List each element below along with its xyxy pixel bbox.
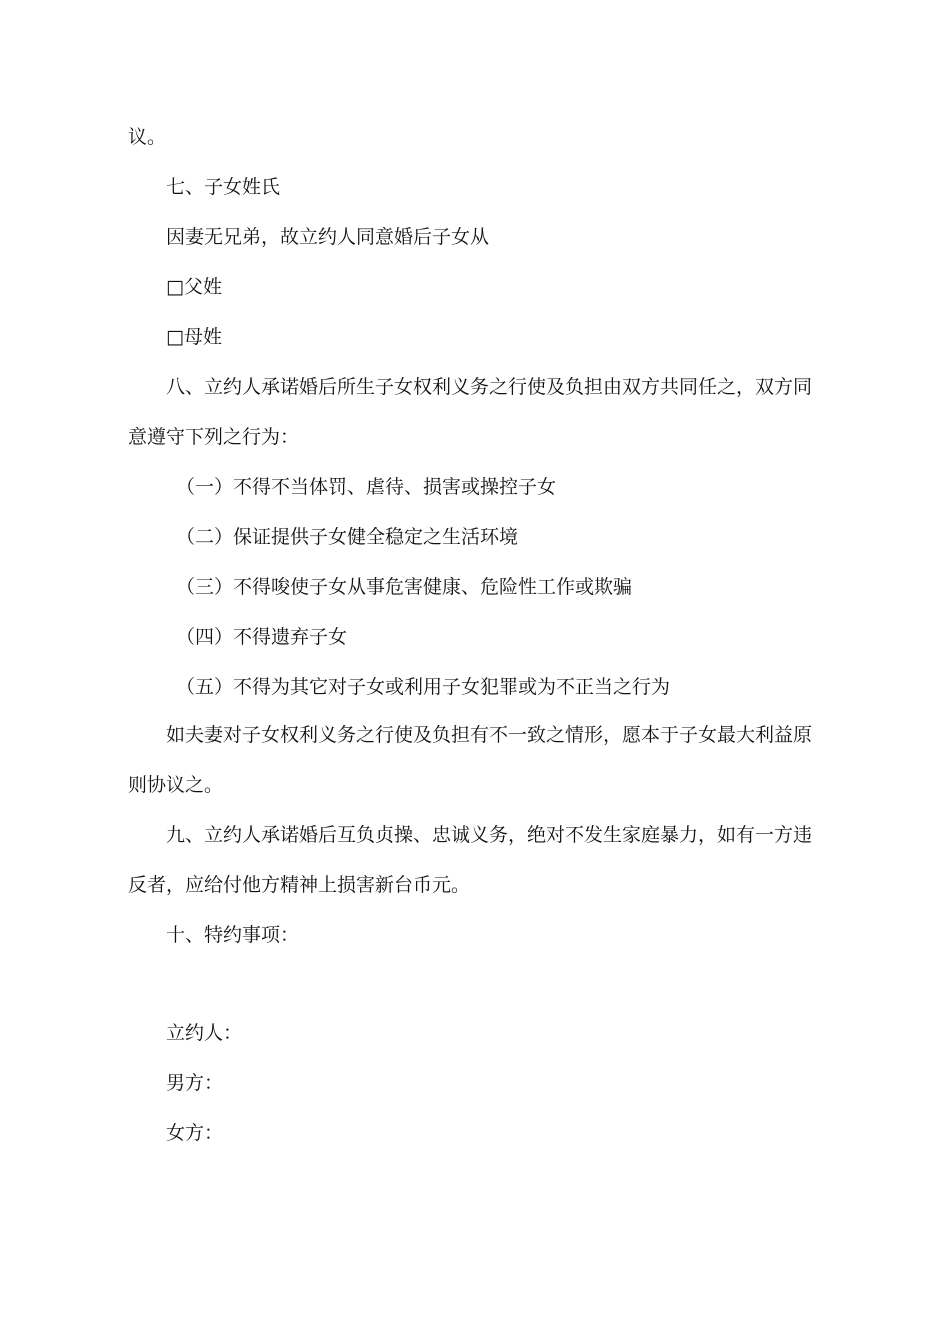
paragraph-line: 如夫妻对子女权利义务之行使及负担有不一致之情形，愿本于子女最大利益原 (166, 724, 813, 746)
paragraph-line: 反者，应给付他方精神上损害新台币元。 (128, 874, 471, 896)
list-item: （五）不得为其它对子女或利用子女犯罪或为不正当之行为 (176, 676, 671, 698)
paragraph-line: 议。 (128, 126, 167, 148)
paragraph-line: 意遵守下列之行为： (128, 426, 300, 448)
list-item: （四）不得遗弃子女 (176, 626, 348, 648)
checkbox-option-father: □父姓 (166, 276, 222, 298)
section-heading-10: 十、特约事项： (166, 924, 300, 946)
checkbox-option-mother: □母姓 (166, 326, 222, 348)
list-item: （二）保证提供子女健全稳定之生活环境 (176, 526, 519, 548)
paragraph-line: 则协议之。 (128, 774, 224, 796)
list-item: （一）不得不当体罚、虐待、损害或操控子女 (176, 476, 557, 498)
paragraph-line: 因妻无兄弟，故立约人同意婚后子女从 (166, 226, 490, 248)
male-party-label: 男方： (166, 1072, 224, 1094)
section-heading-8: 八、立约人承诺婚后所生子女权利义务之行使及负担由双方共同任之，双方同 (166, 376, 813, 398)
section-heading-7: 七、子女姓氏 (166, 176, 281, 198)
signatory-label: 立约人： (166, 1022, 243, 1044)
list-item: （三）不得唆使子女从事危害健康、危险性工作或欺骗 (176, 576, 633, 598)
section-heading-9: 九、立约人承诺婚后互负贞操、忠诚义务，绝对不发生家庭暴力，如有一方违 (166, 824, 813, 846)
female-party-label: 女方： (166, 1122, 224, 1144)
